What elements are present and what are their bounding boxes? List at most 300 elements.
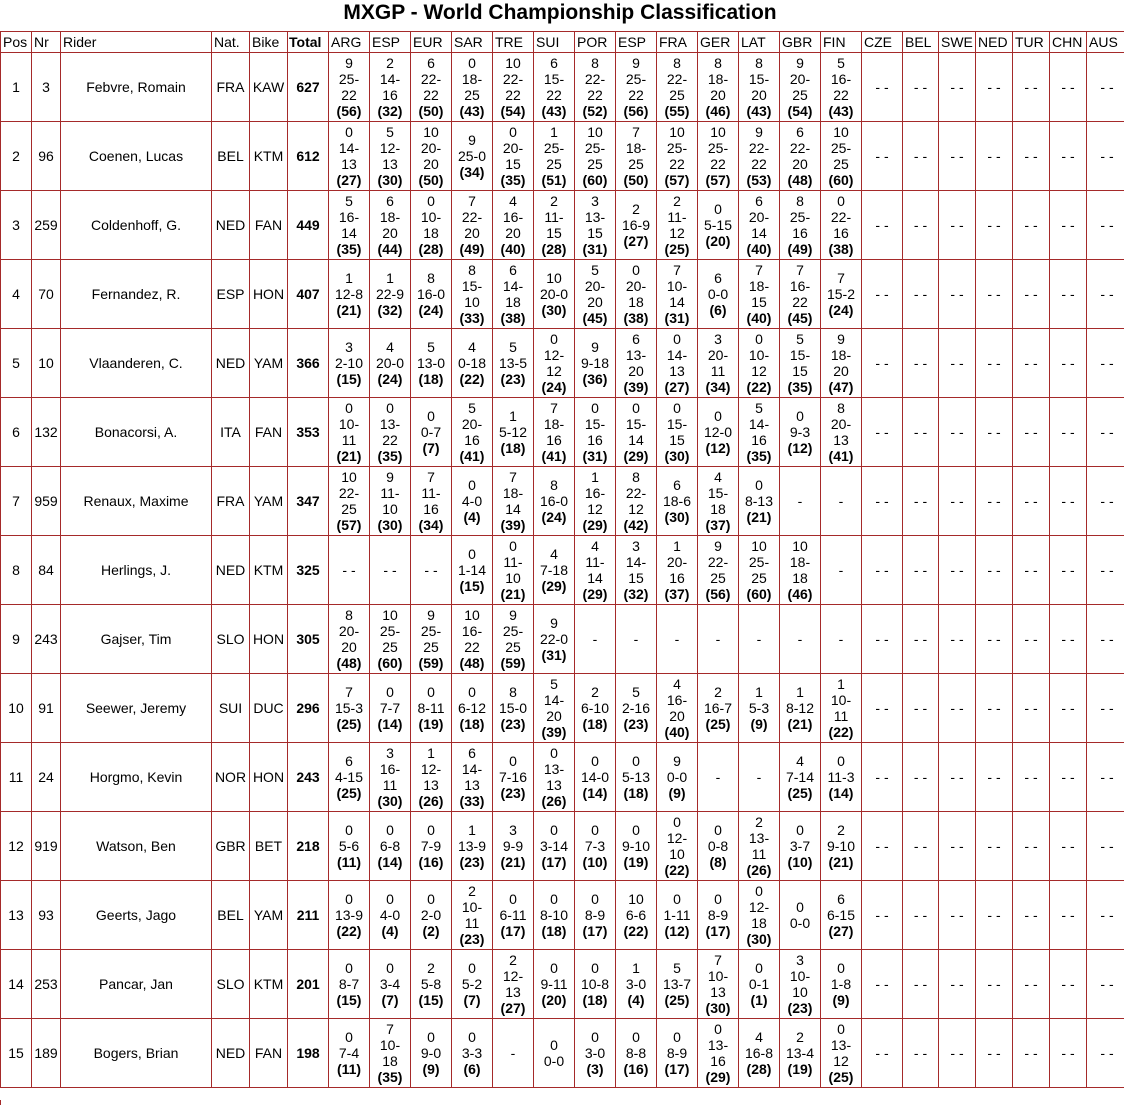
gp-result-cell: - — [739, 605, 780, 674]
gp-line: 0-0 — [543, 1053, 565, 1069]
gp-result-cell: - - — [1013, 329, 1050, 398]
gp-line: 13-7 — [662, 976, 692, 992]
gp-line: 8 — [796, 193, 804, 209]
gp-points: (21) — [787, 716, 813, 732]
rider-cell: Pancar, Jan — [61, 950, 212, 1019]
number-cell: 24 — [32, 743, 61, 812]
gp-line: 14 — [505, 501, 521, 517]
number-cell: 10 — [32, 329, 61, 398]
gp-result-cell: - - — [976, 881, 1013, 950]
gp-result-cell — [616, 53, 657, 122]
total-cell: 201 — [288, 950, 329, 1019]
gp-result-cell — [329, 329, 370, 398]
gp-points: (30) — [377, 793, 403, 809]
gp-line: 20- — [707, 347, 729, 363]
gp-line: 22 — [628, 87, 644, 103]
gp-result-cell — [616, 260, 657, 329]
gp-line: 22- — [461, 209, 483, 225]
gp-line: 10 — [505, 55, 521, 71]
column-header: GER — [698, 32, 739, 53]
table-row — [1, 260, 1124, 329]
gp-line: 5 — [632, 684, 640, 700]
nationality-cell: FRA — [212, 467, 250, 536]
gp-line: 9 — [837, 331, 845, 347]
gp-result-cell — [821, 329, 862, 398]
gp-line: 8 — [591, 55, 599, 71]
gp-points: (4) — [627, 992, 645, 1008]
gp-line: 0 — [386, 400, 394, 416]
gp-line: 15- — [461, 278, 483, 294]
gp-result-cell — [657, 881, 698, 950]
gp-result-cell: - - — [903, 605, 939, 674]
gp-result-cell: - - — [903, 467, 939, 536]
gp-points: (33) — [459, 793, 485, 809]
table-row — [1, 605, 1124, 674]
gp-result-cell: - - — [903, 1019, 939, 1088]
gp-result-cell — [657, 398, 698, 467]
gp-result-cell: - - — [1013, 674, 1050, 743]
gp-result-cell — [534, 674, 575, 743]
gp-points: (25) — [787, 785, 813, 801]
gp-line: 16- — [461, 623, 483, 639]
gp-line: 0 — [550, 960, 558, 976]
gp-result-cell — [821, 260, 862, 329]
gp-points: (56) — [623, 103, 649, 119]
gp-line: 4-15 — [334, 769, 364, 785]
gp-points: (26) — [541, 793, 567, 809]
gp-line: 25 — [341, 501, 357, 517]
gp-result-cell: - — [780, 605, 821, 674]
gp-line: 16- — [666, 692, 688, 708]
rider-cell: Watson, Ben — [61, 812, 212, 881]
gp-result-cell — [575, 674, 616, 743]
gp-line: 10 — [669, 846, 685, 862]
gp-line: 13 — [341, 156, 357, 172]
gp-line: 25 — [505, 639, 521, 655]
gp-result-cell — [657, 53, 698, 122]
gp-line: 9-0 — [420, 1045, 442, 1061]
gp-line: 7 — [345, 684, 353, 700]
gp-line: 12 — [587, 501, 603, 517]
gp-result-cell — [739, 812, 780, 881]
gp-line: 2 — [468, 883, 476, 899]
gp-line: 9 — [345, 55, 353, 71]
gp-line: 16-8 — [744, 1045, 774, 1061]
gp-line: 15-3 — [334, 700, 364, 716]
gp-line: 12- — [379, 140, 401, 156]
gp-line: 0 — [796, 899, 804, 915]
gp-line: 3 — [632, 538, 640, 554]
gp-line: 7 — [837, 270, 845, 286]
gp-line: 0 — [386, 684, 394, 700]
gp-points: (43) — [541, 103, 567, 119]
gp-points: (15) — [336, 371, 362, 387]
gp-result-cell: - - — [976, 191, 1013, 260]
nationality-cell: NED — [212, 329, 250, 398]
gp-result-cell: - - — [976, 674, 1013, 743]
gp-points: (34) — [418, 517, 444, 533]
gp-line: 10 — [505, 570, 521, 586]
gp-result-cell: - - — [976, 743, 1013, 812]
gp-points: (47) — [828, 379, 854, 395]
gp-line: 22 — [341, 87, 357, 103]
gp-line: 22 — [587, 87, 603, 103]
gp-line: 22- — [789, 140, 811, 156]
gp-line: 18 — [751, 915, 767, 931]
gp-result-cell — [698, 122, 739, 191]
gp-line: 4 — [755, 1029, 763, 1045]
gp-line: 0 — [714, 201, 722, 217]
gp-line: 11-3 — [827, 769, 855, 785]
gp-points: (48) — [336, 655, 362, 671]
gp-points: (14) — [377, 716, 403, 732]
gp-line: 0-0 — [666, 769, 688, 785]
gp-line: 20 — [382, 225, 398, 241]
gp-result-cell — [616, 536, 657, 605]
bike-cell: KTM — [250, 536, 288, 605]
gp-result-cell — [534, 812, 575, 881]
gp-line: 12- — [748, 899, 770, 915]
gp-result-cell: - - — [1013, 812, 1050, 881]
gp-line: 8 — [550, 477, 558, 493]
gp-line: 13-9 — [457, 838, 487, 854]
gp-line: 0 — [632, 822, 640, 838]
gp-line: 10 — [341, 469, 357, 485]
gp-line: 3-0 — [625, 976, 647, 992]
gp-line: 3 — [796, 952, 804, 968]
gp-line: 0 — [673, 814, 681, 830]
gp-line: 18 — [628, 294, 644, 310]
gp-line: 16 — [792, 225, 808, 241]
gp-line: 15 — [546, 225, 562, 241]
gp-points: (35) — [500, 172, 526, 188]
gp-points: (18) — [582, 992, 608, 1008]
gp-line: 8 — [837, 400, 845, 416]
nationality-cell: GBR — [212, 812, 250, 881]
gp-result-cell: - - — [1087, 1019, 1124, 1088]
gp-line: 18- — [625, 140, 647, 156]
gp-line: 1 — [591, 469, 599, 485]
gp-result-cell: - - — [903, 536, 939, 605]
gp-result-cell: - - — [1013, 605, 1050, 674]
gp-line: 1 — [632, 960, 640, 976]
gp-line: 15- — [625, 416, 647, 432]
gp-line: 15 — [792, 363, 808, 379]
gp-result-cell: - - — [329, 536, 370, 605]
gp-line: 8 — [755, 55, 763, 71]
gp-points: (23) — [623, 716, 649, 732]
gp-line: 6 — [796, 124, 804, 140]
gp-result-cell — [452, 122, 493, 191]
rider-cell: Fernandez, R. — [61, 260, 212, 329]
gp-points: (49) — [787, 241, 813, 257]
gp-result-cell — [370, 1019, 411, 1088]
gp-result-cell: - - — [1050, 812, 1087, 881]
table-row — [1, 812, 1124, 881]
gp-result-cell — [657, 260, 698, 329]
gp-line: 0 — [345, 1029, 353, 1045]
gp-line: 13- — [830, 1037, 852, 1053]
gp-line: 9-18 — [580, 355, 610, 371]
gp-points: (24) — [541, 509, 567, 525]
gp-points: (30) — [377, 172, 403, 188]
gp-result-cell: - - — [903, 881, 939, 950]
gp-points: (60) — [377, 655, 403, 671]
gp-result-cell — [821, 950, 862, 1019]
column-header: CZE — [862, 32, 903, 53]
gp-result-cell — [739, 329, 780, 398]
gp-result-cell: - - — [976, 605, 1013, 674]
gp-result-cell: - — [698, 605, 739, 674]
gp-result-cell: - - — [1050, 605, 1087, 674]
gp-line: 25- — [707, 140, 729, 156]
gp-line: 4 — [714, 469, 722, 485]
gp-line: 3-4 — [379, 976, 401, 992]
gp-line: 2 — [550, 193, 558, 209]
table-row — [1, 1019, 1124, 1088]
gp-result-cell — [698, 1019, 739, 1088]
gp-points: (9) — [750, 716, 768, 732]
gp-line: 10 — [628, 891, 644, 907]
gp-points: (33) — [459, 310, 485, 326]
gp-line: 11 — [464, 915, 480, 931]
gp-result-cell: - - — [939, 743, 976, 812]
gp-result-cell — [657, 191, 698, 260]
gp-line: 18- — [461, 71, 483, 87]
gp-line: 16 — [382, 87, 398, 103]
gp-line: 14- — [338, 140, 360, 156]
gp-result-cell — [493, 467, 534, 536]
gp-line: 0 — [468, 546, 476, 562]
gp-result-cell: - — [616, 605, 657, 674]
gp-result-cell — [411, 950, 452, 1019]
gp-line: 0 — [714, 408, 722, 424]
gp-result-cell — [493, 260, 534, 329]
gp-points: (54) — [500, 103, 526, 119]
gp-line: 1 — [755, 684, 763, 700]
gp-result-cell — [657, 122, 698, 191]
gp-result-cell — [493, 53, 534, 122]
gp-result-cell — [493, 191, 534, 260]
gp-line: 0 — [345, 124, 353, 140]
gp-result-cell — [780, 122, 821, 191]
gp-points: (31) — [541, 647, 567, 663]
gp-result-cell: - - — [976, 329, 1013, 398]
gp-line: 11 — [710, 363, 726, 379]
gp-points: (31) — [664, 310, 690, 326]
gp-result-cell — [698, 950, 739, 1019]
gp-line: 18- — [379, 209, 401, 225]
gp-points: (22) — [664, 862, 690, 878]
gp-points: (18) — [623, 785, 649, 801]
gp-line: 25- — [748, 554, 770, 570]
gp-points: (50) — [418, 172, 444, 188]
gp-line: 7 — [509, 469, 517, 485]
gp-result-cell: - - — [976, 398, 1013, 467]
gp-line: 6 — [632, 331, 640, 347]
number-cell: 919 — [32, 812, 61, 881]
column-header: SWE — [939, 32, 976, 53]
gp-line: 22 — [546, 87, 562, 103]
column-header: CHN — [1050, 32, 1087, 53]
gp-points: (25) — [336, 716, 362, 732]
gp-line: 25- — [666, 140, 688, 156]
gp-points: (18) — [500, 440, 526, 456]
nationality-cell: NED — [212, 1019, 250, 1088]
number-cell: 84 — [32, 536, 61, 605]
gp-line: 13- — [748, 830, 770, 846]
gp-line: 18- — [707, 71, 729, 87]
gp-points: (18) — [541, 923, 567, 939]
gp-line: 22-9 — [375, 286, 405, 302]
gp-result-cell — [493, 881, 534, 950]
gp-line: 12-8 — [334, 286, 364, 302]
gp-points: (21) — [500, 854, 526, 870]
gp-result-cell — [452, 191, 493, 260]
gp-result-cell — [739, 881, 780, 950]
gp-result-cell — [411, 743, 452, 812]
gp-line: 10 — [464, 294, 480, 310]
gp-line: 11 — [833, 708, 849, 724]
gp-result-cell: - - — [862, 260, 903, 329]
gp-points: (16) — [623, 1061, 649, 1077]
gp-line: 4 — [468, 339, 476, 355]
gp-line: 2 — [591, 684, 599, 700]
gp-result-cell — [575, 881, 616, 950]
gp-result-cell: - - — [1087, 122, 1124, 191]
gp-result-cell: - - — [1013, 467, 1050, 536]
gp-points: (49) — [459, 241, 485, 257]
gp-line: 1 — [673, 538, 681, 554]
gp-result-cell: - - — [862, 605, 903, 674]
gp-line: 0-18 — [457, 355, 487, 371]
gp-line: 22 — [710, 156, 726, 172]
gp-line: 14- — [625, 554, 647, 570]
gp-result-cell — [616, 191, 657, 260]
gp-points: (4) — [381, 923, 399, 939]
gp-line: 25 — [628, 156, 644, 172]
gp-line: 0 — [345, 960, 353, 976]
gp-line: 14- — [461, 761, 483, 777]
gp-result-cell — [657, 467, 698, 536]
gp-points: (35) — [336, 241, 362, 257]
gp-line: 10 — [792, 984, 808, 1000]
gp-points: (48) — [787, 172, 813, 188]
gp-line: 0 — [632, 1029, 640, 1045]
gp-result-cell: - - — [1087, 950, 1124, 1019]
gp-points: (28) — [541, 241, 567, 257]
gp-result-cell — [534, 122, 575, 191]
gp-line: 20- — [584, 278, 606, 294]
gp-result-cell — [534, 467, 575, 536]
rider-cell: Bogers, Brian — [61, 1019, 212, 1088]
gp-points: (12) — [705, 440, 731, 456]
gp-result-cell: - - — [1087, 605, 1124, 674]
gp-result-cell: - - — [903, 329, 939, 398]
column-header: ARG — [329, 32, 370, 53]
nationality-cell: BEL — [212, 122, 250, 191]
gp-result-cell: - - — [1013, 950, 1050, 1019]
gp-result-cell: - - — [1087, 881, 1124, 950]
gp-line: 8 — [427, 270, 435, 286]
gp-line: 20 — [792, 156, 808, 172]
gp-line: 20 — [751, 87, 767, 103]
gp-result-cell: - - — [1013, 398, 1050, 467]
gp-line: 5 — [796, 331, 804, 347]
gp-points: (7) — [422, 440, 440, 456]
gp-line: 6-10 — [580, 700, 610, 716]
gp-line: 0 — [427, 822, 435, 838]
gp-result-cell — [329, 881, 370, 950]
gp-line: 8 — [673, 55, 681, 71]
gp-result-cell: - - — [1087, 812, 1124, 881]
gp-line: 0 — [550, 1037, 558, 1053]
number-cell: 70 — [32, 260, 61, 329]
total-cell: 211 — [288, 881, 329, 950]
number-cell: 93 — [32, 881, 61, 950]
gp-result-cell — [370, 881, 411, 950]
gp-line: 14 — [341, 225, 357, 241]
gp-result-cell — [370, 329, 411, 398]
gp-line: 6-15 — [826, 907, 856, 923]
gp-result-cell: - - — [1050, 398, 1087, 467]
gp-line: 0 — [673, 891, 681, 907]
gp-result-cell — [452, 743, 493, 812]
gp-result-cell — [575, 398, 616, 467]
gp-points: (21) — [336, 302, 362, 318]
gp-line: 13 — [423, 777, 439, 793]
gp-result-cell — [739, 950, 780, 1019]
gp-line: 6-8 — [379, 838, 401, 854]
gp-line: 0 — [591, 400, 599, 416]
gp-result-cell — [329, 1019, 370, 1088]
gp-line: 11- — [667, 209, 687, 225]
gp-points: (27) — [500, 1000, 526, 1016]
gp-result-cell — [493, 536, 534, 605]
gp-points: (11) — [336, 854, 362, 870]
gp-result-cell — [698, 329, 739, 398]
gp-result-cell — [534, 329, 575, 398]
gp-points: (40) — [746, 310, 772, 326]
gp-line: 20- — [338, 623, 360, 639]
gp-result-cell: - - — [1013, 191, 1050, 260]
gp-line: 16-7 — [703, 700, 733, 716]
gp-points: (48) — [459, 655, 485, 671]
gp-result-cell — [329, 122, 370, 191]
gp-result-cell — [452, 260, 493, 329]
rider-cell: Coldenhoff, G. — [61, 191, 212, 260]
gp-points: (40) — [746, 241, 772, 257]
column-header: Total — [288, 32, 329, 53]
gp-result-cell: - - — [862, 1019, 903, 1088]
bike-cell: YAM — [250, 467, 288, 536]
gp-line: 5 — [837, 55, 845, 71]
gp-result-cell: - - — [939, 260, 976, 329]
gp-line: 5-2 — [461, 976, 483, 992]
column-header: LAT — [739, 32, 780, 53]
gp-line: 25 — [464, 87, 480, 103]
gp-result-cell — [616, 674, 657, 743]
gp-result-cell — [616, 398, 657, 467]
table-row — [1, 674, 1124, 743]
gp-line: 0 — [468, 1029, 476, 1045]
gp-line: 9 — [550, 615, 558, 631]
gp-result-cell: - - — [862, 743, 903, 812]
column-header: TUR — [1013, 32, 1050, 53]
rider-cell: Geerts, Jago — [61, 881, 212, 950]
gp-result-cell: - - — [939, 398, 976, 467]
gp-result-cell — [370, 122, 411, 191]
